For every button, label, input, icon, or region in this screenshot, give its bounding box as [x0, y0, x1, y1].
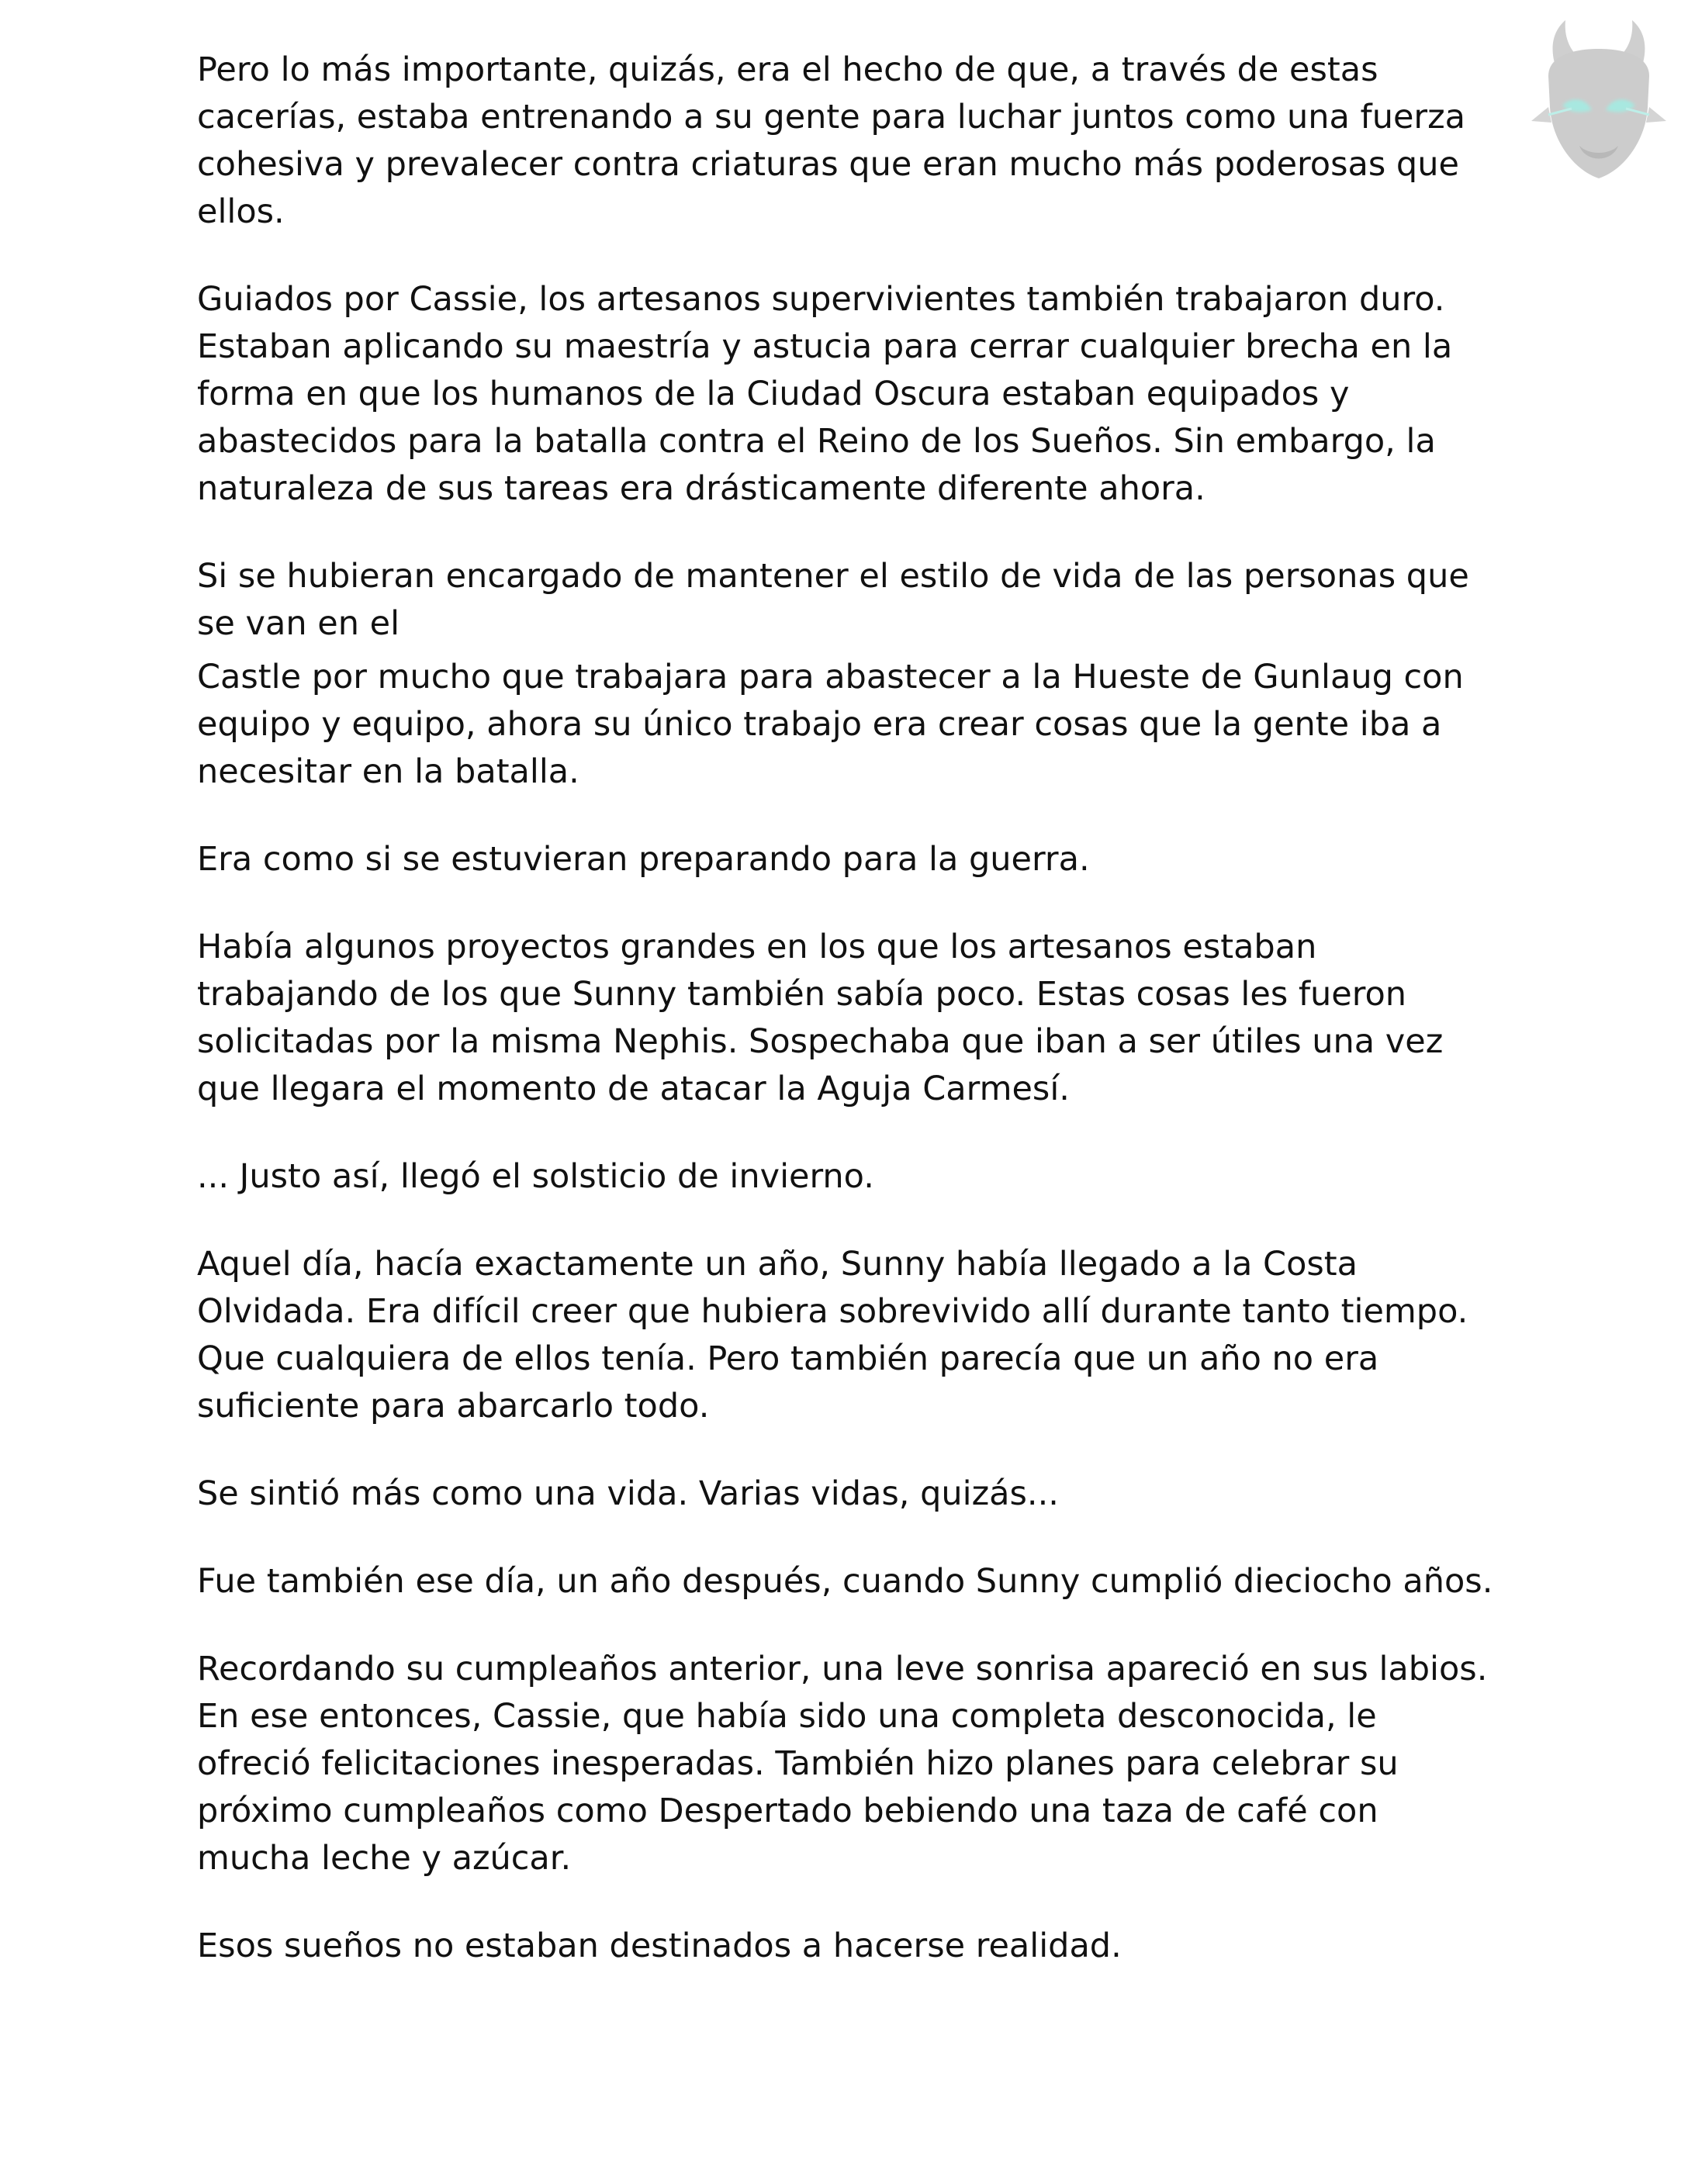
paragraph: Había algunos proyectos grandes en los que los artesanos estaban trabajando de los que Sunny también sabía poco. Estas cosas les fueron solicitadas por la misma Nephis. Sospechaba que iban a ser útiles una vez que llegara el momento de atacar la Aguja Carmesí.: [197, 928, 1444, 1108]
demon-mask-icon: [1525, 14, 1672, 185]
paragraph: Esos sueños no estaban destinados a hacerse realidad.: [197, 1927, 1122, 1965]
paragraph: Castle por mucho que trabajara para abastecer a la Hueste de Gunlaug con equipo y equipo, ahora su único trabajo era crear cosas que la gente iba a necesitar en la batalla.: [197, 658, 1464, 791]
paragraph: Se sintió más como una vida. Varias vidas, quizás...: [197, 1474, 1059, 1513]
paragraph: ... Justo así, llegó el solsticio de invierno.: [197, 1157, 874, 1196]
paragraph: Fue también ese día, un año después, cuando Sunny cumplió dieciocho años.: [197, 1562, 1493, 1601]
paragraph: Si se hubieran encargado de mantener el estilo de vida de las personas que se van en el: [197, 557, 1469, 643]
paragraph: Era como si se estuvieran preparando para la guerra.: [197, 840, 1090, 879]
paragraph: Aquel día, hacía exactamente un año, Sunny había llegado a la Costa Olvidada. Era difícil creer que hubiera sobrevivido allí durante tanto tiempo. Que cualquiera de ellos tenía. Pero también parecía que un año no era suficiente para abarcarlo todo.: [197, 1245, 1468, 1425]
paragraph: Recordando su cumpleaños anterior, una leve sonrisa apareció en sus labios. En ese entonces, Cassie, que había sido una completa desconocida, le ofreció felicitaciones inesperadas. También hizo planes para celebrar su próximo cumpleaños como Despertado bebiendo una taza de café con mucha leche y azúcar.: [197, 1650, 1488, 1878]
paragraph: Guiados por Cassie, los artesanos supervivientes también trabajaron duro. Estaban aplicando su maestría y astucia para cerrar cualquier brecha en la forma en que los humanos de la Ciudad Oscura estaban equipados y abastecidos para la batalla contra el Reino de los Sueños. Sin embargo, la naturaleza de sus tareas era drásticamente diferente ahora.: [197, 280, 1453, 508]
document-body: [197, 47, 1500, 2010]
paragraph: Pero lo más importante, quizás, era el hecho de que, a través de estas cacerías, estaba entrenando a su gente para luchar juntos como una fuerza cohesiva y prevalecer contra criaturas que eran mucho más poderosas que ellos.: [197, 50, 1466, 231]
